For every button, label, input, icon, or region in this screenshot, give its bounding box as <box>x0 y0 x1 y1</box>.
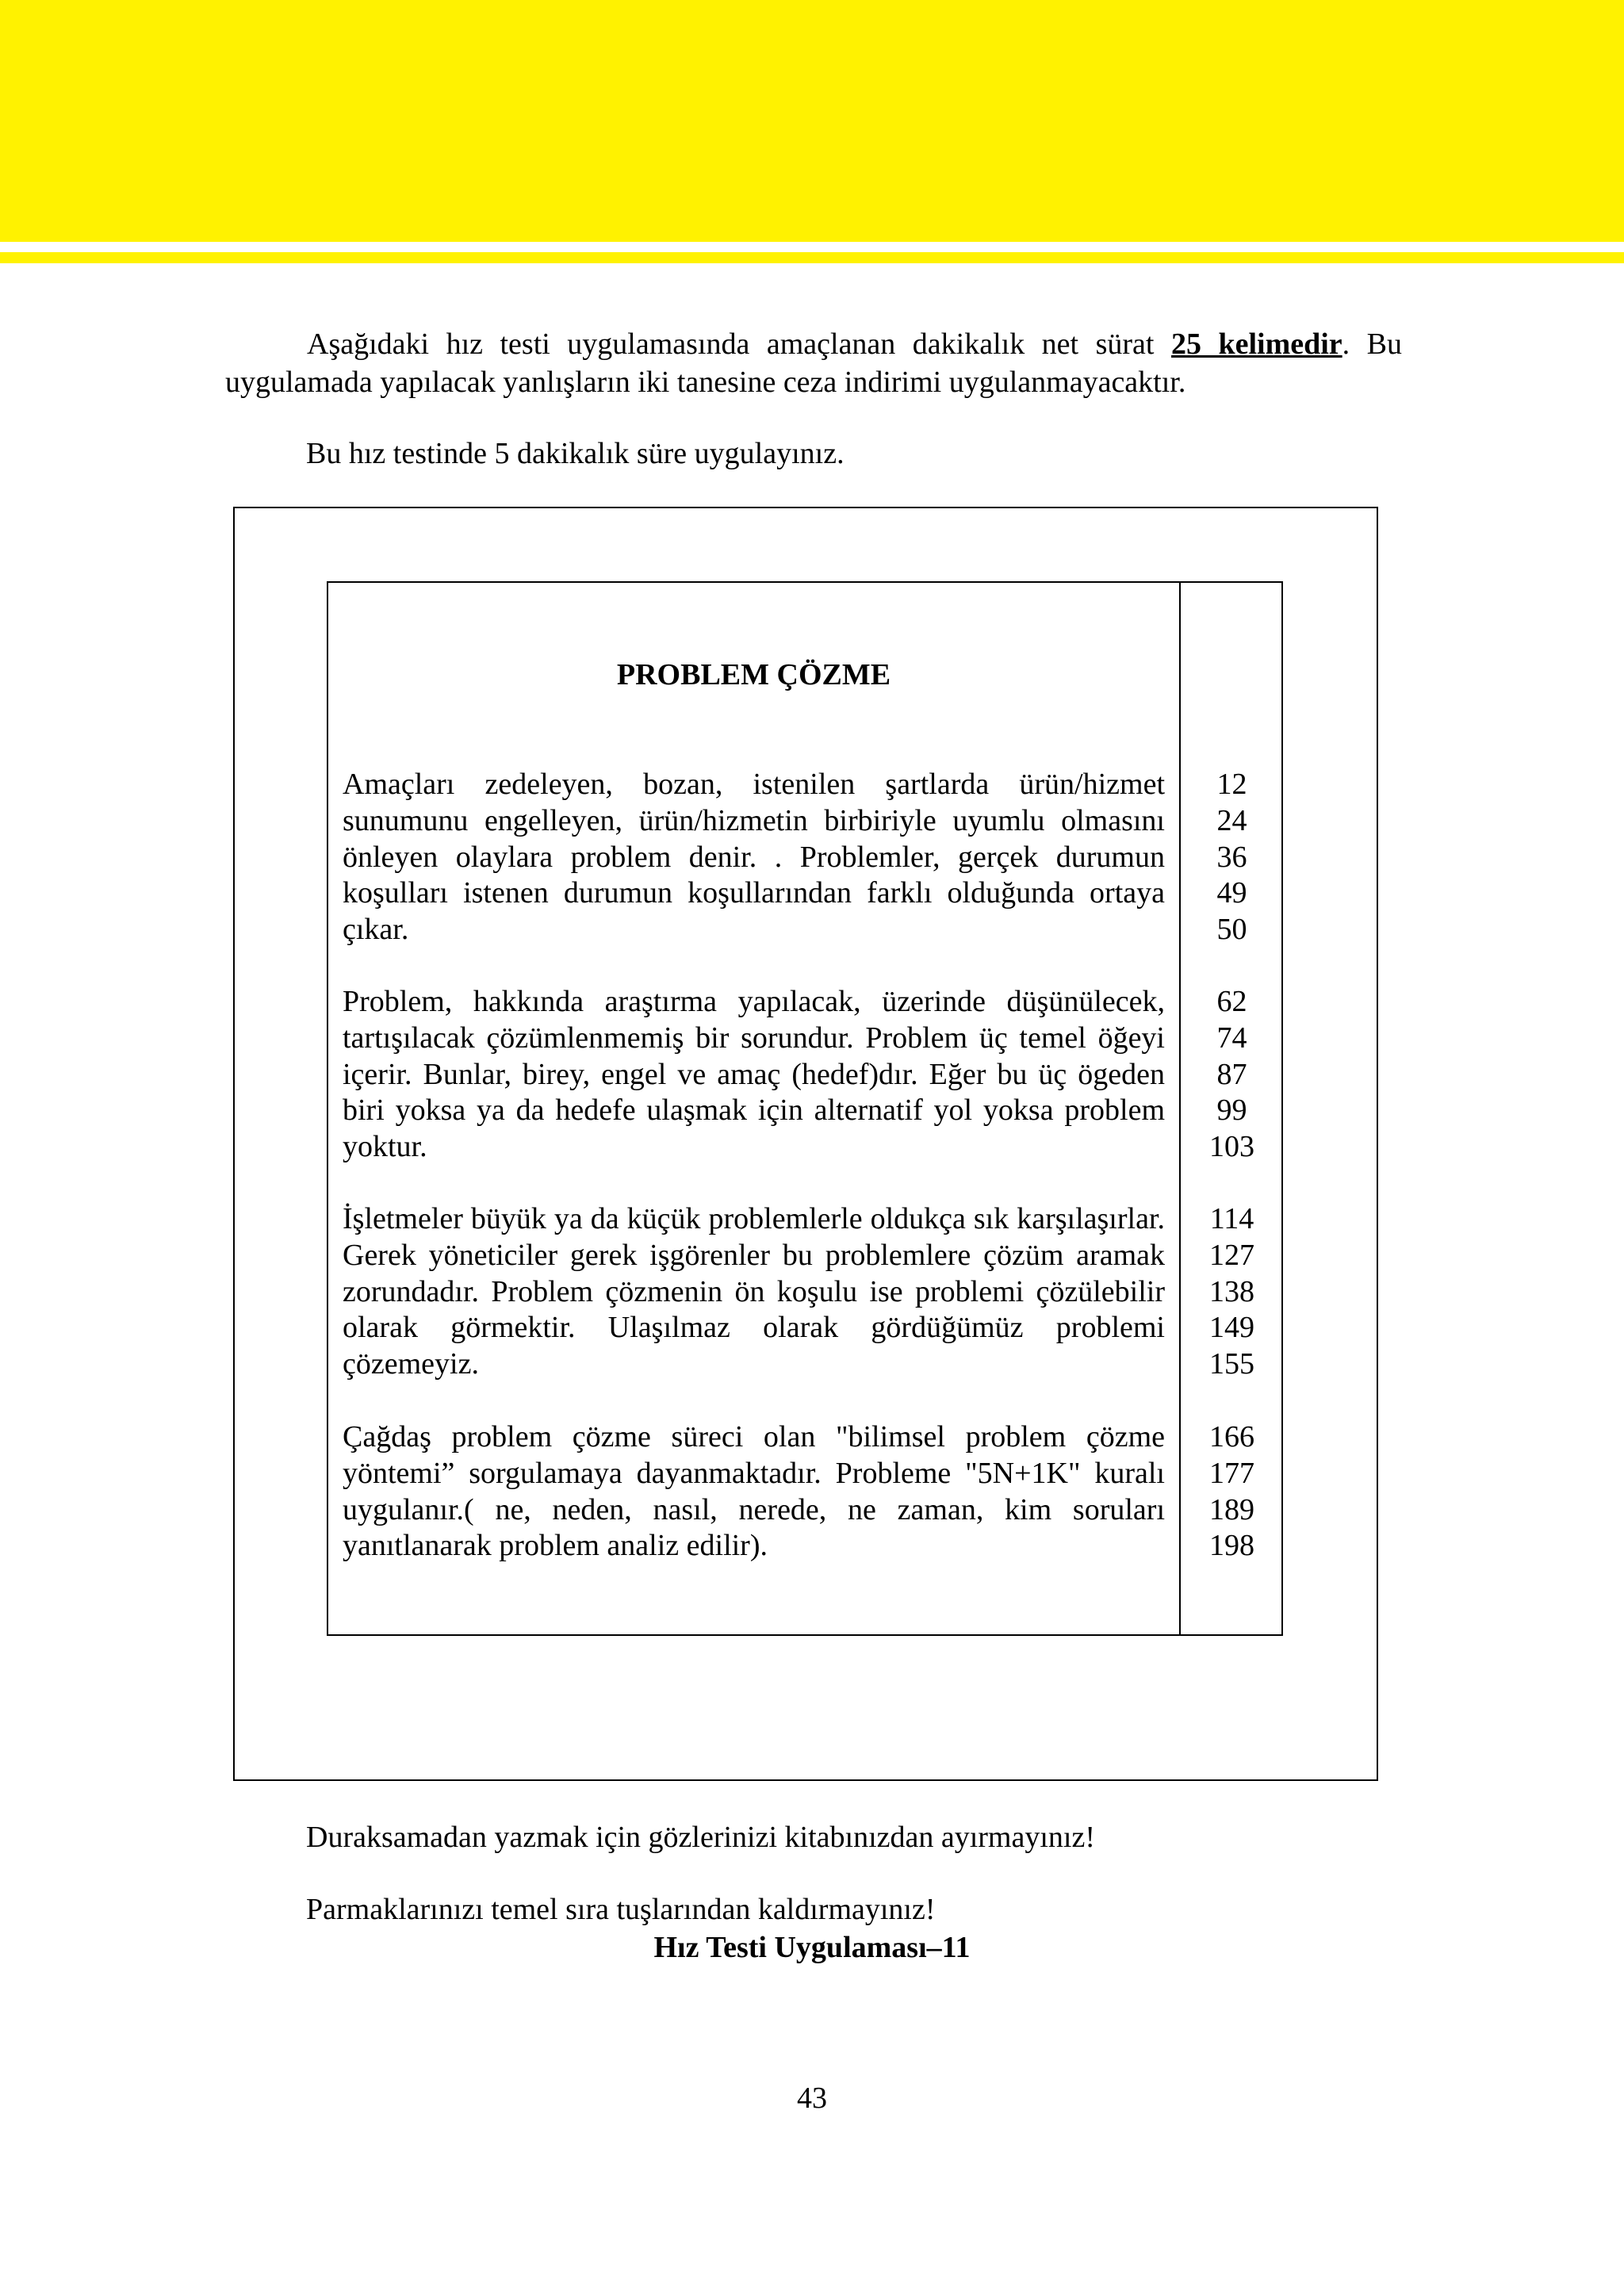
word-counts-paragraph-3 <box>1181 1201 1283 1383</box>
word-count: 62 <box>1216 985 1247 1018</box>
page-number: 43 <box>797 2082 827 2115</box>
word-count: 12 <box>1216 768 1247 801</box>
word-count: 24 <box>1216 803 1247 837</box>
header-yellow-stripe <box>0 252 1624 263</box>
note-home-row: Parmaklarınızı temel sıra tuşlarından kaldırmayınız! <box>306 1893 936 1926</box>
passage-table <box>327 581 1283 1636</box>
passage-paragraph-3: İşletmeler büyük ya da küçük problemlerle oldukça sık karşılaşırlar. Gerek yöneticiler gerek işgörenler bu problemlere çözüm aramak zorundadır. Problem çözmenin ön koşulu ise problemi çözülebilir olarak görmektir. Ulaşılmaz olarak gördüğümüz problemi çözemeyiz. <box>343 1202 1165 1381</box>
passage-title: PROBLEM ÇÖZME <box>616 658 891 691</box>
word-count: 166 <box>1209 1420 1254 1453</box>
word-count: 127 <box>1209 1238 1254 1272</box>
intro-lead: Aşağıdaki hız testi uygulamasında amaçlanan dakikalık net sürat <box>307 327 1155 361</box>
duration-instruction: Bu hız testinde 5 dakikalık süre uygulayınız. <box>306 437 845 470</box>
passage-paragraph-2: Problem, hakkında araştırma yapılacak, üzerinde düşünülecek, tartışılacak çözümlenmemiş bir sorundur. Problem üç temel öğeyi içerir. Bunlar, birey, engel ve amaç (hedef)dır. Eğer bu üç ögeden biri yoksa ya da hedefe ulaşmak için alternatif yol yoksa problem yoktur. <box>343 985 1165 1164</box>
word-counts-paragraph-1 <box>1181 767 1283 948</box>
word-count: 99 <box>1216 1093 1247 1128</box>
word-count: 155 <box>1209 1347 1254 1381</box>
word-count: 138 <box>1209 1274 1254 1308</box>
word-counts-paragraph-4 <box>1181 1419 1283 1565</box>
target-speed: 25 kelimedir <box>1170 327 1342 361</box>
word-count: 177 <box>1209 1456 1254 1490</box>
word-count: 103 <box>1209 1130 1254 1164</box>
passage-paragraph-4: Çağdaş problem çözme süreci olan "bilimsel problem çözme yöntemi” sorgulamaya dayanmaktadır. Probleme "5N+1K" kuralı uygulanır.( ne, neden, nasıl, nerede, ne zaman, kim soruları yanıtlanarak problem analiz edilir). <box>343 1420 1165 1563</box>
intro-instructions <box>225 325 1402 401</box>
header-yellow-band <box>0 0 1624 242</box>
note-eyes-on-book: Duraksamadan yazmak için gözlerinizi kitabınızdan ayırmayınız! <box>306 1821 1095 1854</box>
word-counts-paragraph-2 <box>1181 984 1283 1166</box>
word-count: 49 <box>1216 876 1247 910</box>
exercise-caption: Hız Testi Uygulaması–11 <box>653 1931 971 1964</box>
word-count: 189 <box>1209 1492 1254 1526</box>
word-count: 114 <box>1209 1202 1254 1235</box>
word-count: 74 <box>1216 1021 1247 1055</box>
passage-paragraph-1: Amaçları zedeleyen, bozan, istenilen şartlarda ürün/hizmet sunumunu engelleyen, ürün/hizmetin birbiriyle uyumlu olmasını önleyen olaylara problem denir. . Problemler, gerçek durumun koşulları istenen durumun koşullarından farklı olduğunda ortaya çıkar. <box>343 768 1165 947</box>
word-count: 87 <box>1216 1057 1247 1091</box>
word-count: 50 <box>1216 913 1247 947</box>
word-count: 36 <box>1216 840 1247 874</box>
word-count: 198 <box>1209 1529 1254 1563</box>
intro-rest: . Bu uygulamada yapılacak yanlışların iki tanesine ceza indirimi uygulanmayacaktır. <box>225 327 1402 399</box>
word-count: 149 <box>1209 1311 1254 1345</box>
